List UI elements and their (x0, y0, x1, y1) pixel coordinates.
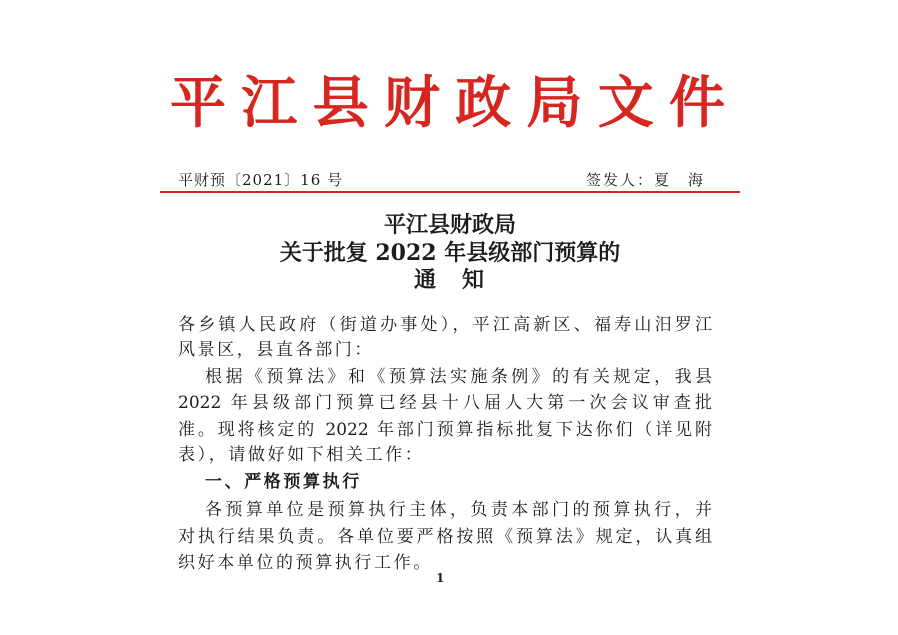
page-number: 1 (436, 571, 445, 585)
body-line: 各乡镇人民政府（街道办事处），平江高新区、福寿山汨罗江 (178, 315, 712, 335)
issuer-signature: 签发人：夏 海 (585, 171, 705, 189)
section-heading: 一、严格预算执行 (205, 472, 362, 492)
body-line: 准。现将核定的 2022 年部门预算指标批复下达你们（详见附 (178, 420, 712, 440)
document-header-title: 平江县财政局文件 (170, 70, 725, 136)
notice-title-line-2: 关于批复 2022 年县级部门预算的 (279, 240, 621, 266)
notice-title-line-1: 平江县财政局 (383, 212, 516, 238)
body-line: 风景区，县直各部门： (178, 340, 374, 360)
body-line: 表），请做好如下相关工作： (178, 445, 425, 465)
notice-title-line-3: 通 知 (413, 267, 486, 293)
header-red-rule (160, 191, 740, 193)
body-line: 根据《预算法》和《预算法实施条例》的有关规定，我县 (205, 367, 712, 387)
body-line: 织好本单位的预算执行工作。 (178, 553, 433, 573)
body-line: 2022 年县级部门预算已经县十八届人大第一次会议审查批 (178, 393, 712, 413)
document-number: 平财预〔2021〕16 号 (178, 171, 344, 189)
body-line: 对执行结果负责。各单位要严格按照《预算法》规定，认真组 (178, 527, 712, 547)
body-line: 各预算单位是预算执行主体，负责本部门的预算执行，并 (205, 500, 712, 520)
